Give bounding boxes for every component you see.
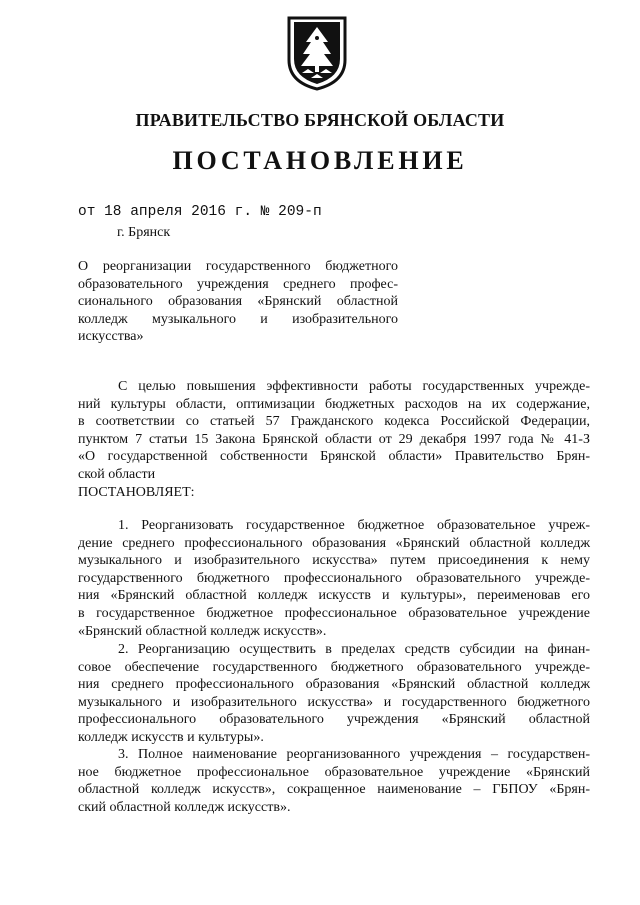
clause-line: государственного бюджетного профессионального образовательного учрежде- — [78, 570, 590, 586]
preamble-line: ской области — [78, 466, 156, 482]
clause-line: совое обеспечение государственного бюджетного образовательного учрежде- — [78, 659, 590, 675]
clause-3 — [78, 746, 590, 816]
preamble-line: пунктом 7 статьи 15 Закона Брянской области от 29 декабря 1997 года № 41-З — [78, 431, 590, 447]
subject-line: О реорганизации государственного бюджетного — [78, 259, 398, 274]
clause-line: «Брянский областной колледж искусств». — [78, 623, 327, 639]
clause-2 — [78, 641, 590, 747]
clause-line: дение среднего профессионального образования «Брянский областной колледж — [78, 535, 590, 551]
clause-line: 3. Полное наименование реорганизованного учреждения – государствен- — [118, 747, 590, 762]
document-type-title: ПОСТАНОВЛЕНИЕ — [172, 146, 468, 175]
clause-line: ния среднего профессионального образования «Брянский областной колледж — [78, 677, 590, 693]
clause-line: музыкального и изобразительного искусства» и государственного бюджетного — [78, 694, 590, 710]
subject-line: образовательного учреждения среднего профес- — [78, 276, 398, 292]
preamble-line: «О государственной собственности Брянской области» Правительство Брян- — [78, 449, 590, 465]
clause-line: профессионального образовательного учреждения «Брянский областной — [78, 712, 590, 728]
clause-line: 2. Реорганизацию осуществить в пределах средств субсидии на финан- — [118, 642, 590, 657]
preamble-line: в соответствии со статьей 57 Гражданского кодекса Российской Федерации, — [78, 414, 590, 430]
document-city: г. Брянск — [117, 225, 171, 240]
issuing-authority: ПРАВИТЕЛЬСТВО БРЯНСКОЙ ОБЛАСТИ — [135, 110, 505, 130]
subject-line: сионального образования «Брянский областной — [78, 294, 398, 310]
clause-line: 1. Реорганизовать государственное бюджетное образовательное учреж- — [118, 518, 590, 533]
document-date-number: от 18 апреля 2016 г. № 209-п — [78, 204, 322, 220]
preamble-paragraph — [78, 378, 590, 501]
subject-line: искусства» — [78, 329, 144, 345]
clause-line: колледж искусств и культуры». — [78, 729, 264, 745]
clause-line: музыкального и изобразительного искусства» путем присоединения к нему — [78, 553, 590, 569]
clause-line: ский областной колледж искусств». — [78, 799, 291, 815]
clause-line: ния «Брянский областной колледж искусств и культуры», переименовав его — [78, 588, 590, 604]
coat-of-arms-icon — [283, 14, 351, 92]
document-subject — [78, 258, 398, 346]
preamble-line: ний культуры области, оптимизации бюджетных расходов на их содержание, — [78, 396, 590, 412]
clause-line: областной колледж искусств», сокращенное наименование – ГБПОУ «Брян- — [78, 782, 590, 798]
clause-line: ное бюджетное профессиональное образовательное учреждение «Брянский — [78, 764, 590, 780]
clause-1 — [78, 517, 590, 640]
subject-line: колледж музыкального и изобразительного — [78, 311, 398, 327]
resolves-heading: ПОСТАНОВЛЯЕТ: — [78, 484, 195, 500]
preamble-line: С целью повышения эффективности работы государственных учрежде- — [118, 379, 590, 394]
clause-line: в государственное бюджетное профессиональное образовательное учреждение — [78, 605, 590, 621]
